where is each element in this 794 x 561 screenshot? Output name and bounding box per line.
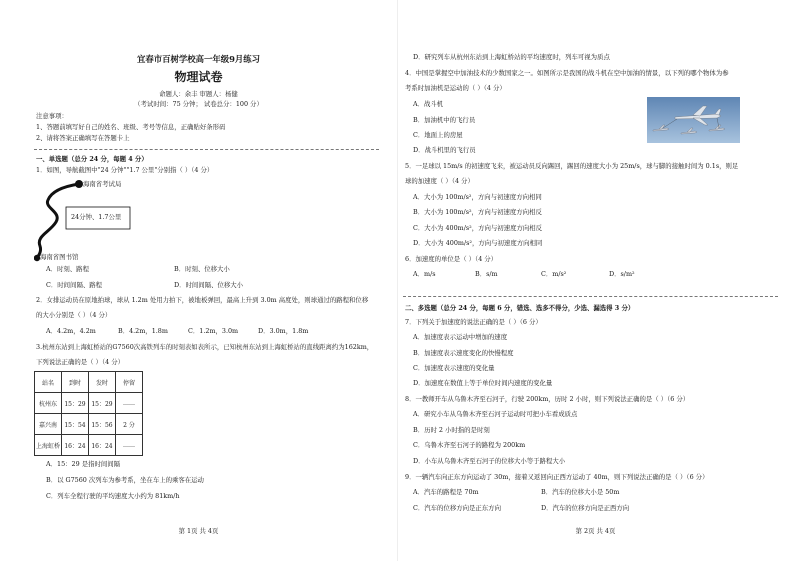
option: C．大小为 400m/s²，方向与初速度方向相反 [413,224,543,232]
option: A．战斗机 [413,100,444,108]
table-header: 停留 [116,372,143,393]
timetable [34,371,143,456]
question-4-stem: 4．中国是掌握空中加油技术的少数国家之一。如图所示是我国的战斗机在空中加油的情景，以下列的哪个物体为参 [405,69,729,77]
end-label: 海南省图书馆 [40,253,79,261]
table-cell: 15：29 [89,393,116,414]
option: B．大小为 100m/s²，方向与初速度方向相反 [413,208,542,216]
question-2-stem-cont: 的大小分别是（ ）（4 分） [36,311,112,319]
question-7-stem: 7．下列关于加速度的说法正确的是（ ）（6 分） [405,318,542,326]
school-title: 宜春市百树学校高一年级9月练习 [136,54,261,64]
authors: 命题人：余丰 审题人：杨健 [159,90,238,98]
option: D．研究列车从杭州东站到上海虹桥站的平均速度时，列车可视为质点 [413,53,610,61]
option: A．15：29 是指时间间隔 [46,460,121,468]
option: A．汽车的路程是 70m [413,488,479,496]
question-3-stem-cont: 下列说法正确的是（ ）（4 分） [36,358,125,366]
option: B．时刻、位移大小 [174,265,230,273]
question-8-stem: 8．一教师开车从乌鲁木齐至石河子，行驶 200km，历时 2 小时，则下列说法正确的是（ ）（6 分） [405,395,690,403]
table-cell: …… [116,435,143,456]
option: D．时间间隔、位移大小 [174,281,244,289]
subject-title: 物理试卷 [174,70,223,84]
table-cell: 杭州东 [35,393,62,414]
table-header: 到时 [62,372,89,393]
option: B．加速度表示速度变化的快慢程度 [413,349,514,357]
notice-item: 2、请将答案正确填写在答题卡上 [36,134,130,142]
exam-info: （考试时间：75 分钟； 试卷总分：100 分） [134,100,263,108]
option: D．大小为 400m/s²，方向与初速度方向相同 [413,239,543,247]
page-footer: 第 1页 共 4页 [178,527,219,535]
table-cell: 上海虹桥 [35,435,62,456]
table-cell: 15：29 [62,393,89,414]
option: C．m/s² [541,270,567,278]
option: C．乌鲁木齐至石河子的路程为 200km [413,441,526,449]
option: B．加油机中的飞行员 [413,116,476,124]
section-1-title: 一、单选题（总分 24 分，每题 4 分） [36,155,148,163]
option: C．汽车的位移方向是正东方向 [413,504,501,512]
option: C．列车全程行驶的平均速度大小约为 81km/h [46,492,180,500]
option: B．历时 2 小时指的是时刻 [413,426,490,434]
question-3-stem: 3.杭州东站到上海虹桥站的G7560次高铁列车的时刻表如表所示，已知杭州东站到上海虹桥站的直线距离约为162km， [36,343,374,351]
option: B．汽车的位移大小是 50m [541,488,620,496]
table-row [35,414,143,435]
question-9-stem: 9．一辆汽车向正东方向运动了 30m，接着又返回向正西方运动了 40m，则下列说法正确的是（ ）（6 分） [405,473,709,481]
option: D．小车从乌鲁木齐至石河子的位移大小等于路程大小 [413,457,566,465]
separator [403,296,778,297]
option: D．加速度在数值上等于单位时间内速度的变化量 [413,379,553,387]
table-cell: 嘉兴南 [35,414,62,435]
option: B．4.2m，1.8m [118,327,168,335]
table-header: 站名 [35,372,62,393]
table-cell: 2 分 [116,414,143,435]
option: C．地面上的房屋 [413,131,463,139]
table-cell: 15：54 [62,414,89,435]
table-cell: 16：24 [62,435,89,456]
notice-title: 注意事项： [36,112,68,120]
option: C．时间间隔、路程 [46,281,103,289]
aerial-refueling-photo [647,97,740,143]
separator [34,149,379,150]
page-2 [397,0,794,561]
question-2-stem: 2．女排运动员在原地拍球，球从 1.2m 处用力拍下，被地板弹回，最高上升到 3.0m 高度处，则球通过的路程和位移 [36,296,369,304]
option: A．时刻、路程 [46,265,89,273]
option: A．大小为 100m/s²，方向与初速度方向相同 [413,193,542,201]
option: B．以 G7560 次列车为参考系，坐在车上的乘客在运动 [46,476,204,484]
option: A．研究小车从乌鲁木齐至石河子运动时可把小车看成质点 [413,410,578,418]
question-5-stem: 5．一足球以 15m/s 的初速度飞来，被运动员反向踢回，踢回的速度大小为 25m/s，球与脚的接触时间为 0.1s，则足 [405,162,739,170]
option: D．战斗机里的飞行员 [413,146,476,154]
option: A．加速度表示运动中增加的速度 [413,333,508,341]
option: A．m/s [413,270,436,278]
option: C．加速度表示速度的变化量 [413,364,495,372]
option: D．汽车的位移方向是正西方向 [541,504,630,512]
question-5-stem-cont: 球的加速度（ ）（4 分） [405,177,474,185]
route-info-label: 24分钟、1.7公里 [71,213,122,221]
option: D．3.0m，1.8m [258,327,309,335]
table-cell: …… [116,393,143,414]
table-row [35,435,143,456]
table-header-row [35,372,143,393]
table-cell: 15：56 [89,414,116,435]
option: D．s/m² [609,270,635,278]
page-footer: 第 2页 共 4页 [575,527,616,535]
option: A．4.2m，4.2m [46,327,96,335]
option: C．1.2m，3.0m [188,327,239,335]
notice-item: 1、答题前填写好自己的姓名、班级、考号等信息，正确贴好条形码 [36,123,226,131]
question-4-stem-cont: 考系时加油机是运动的（ ）（4 分） [405,84,506,92]
table-cell: 16：24 [89,435,116,456]
table-header: 发时 [89,372,116,393]
question-1-stem: 1．如图，导航截图中"24 分钟""1.7 公里"分别指（ ）（4 分） [36,166,214,174]
section-2-title: 二、多选题（总分 24 分，每题 6 分，错选、选多不得分，少选、漏选得 3 分） [405,304,635,312]
question-6-stem: 6．加速度的单位是（ ）（4 分） [405,255,498,263]
start-label: 海南省考试局 [83,180,122,188]
option: B．s/m [475,270,498,278]
table-row [35,393,143,414]
